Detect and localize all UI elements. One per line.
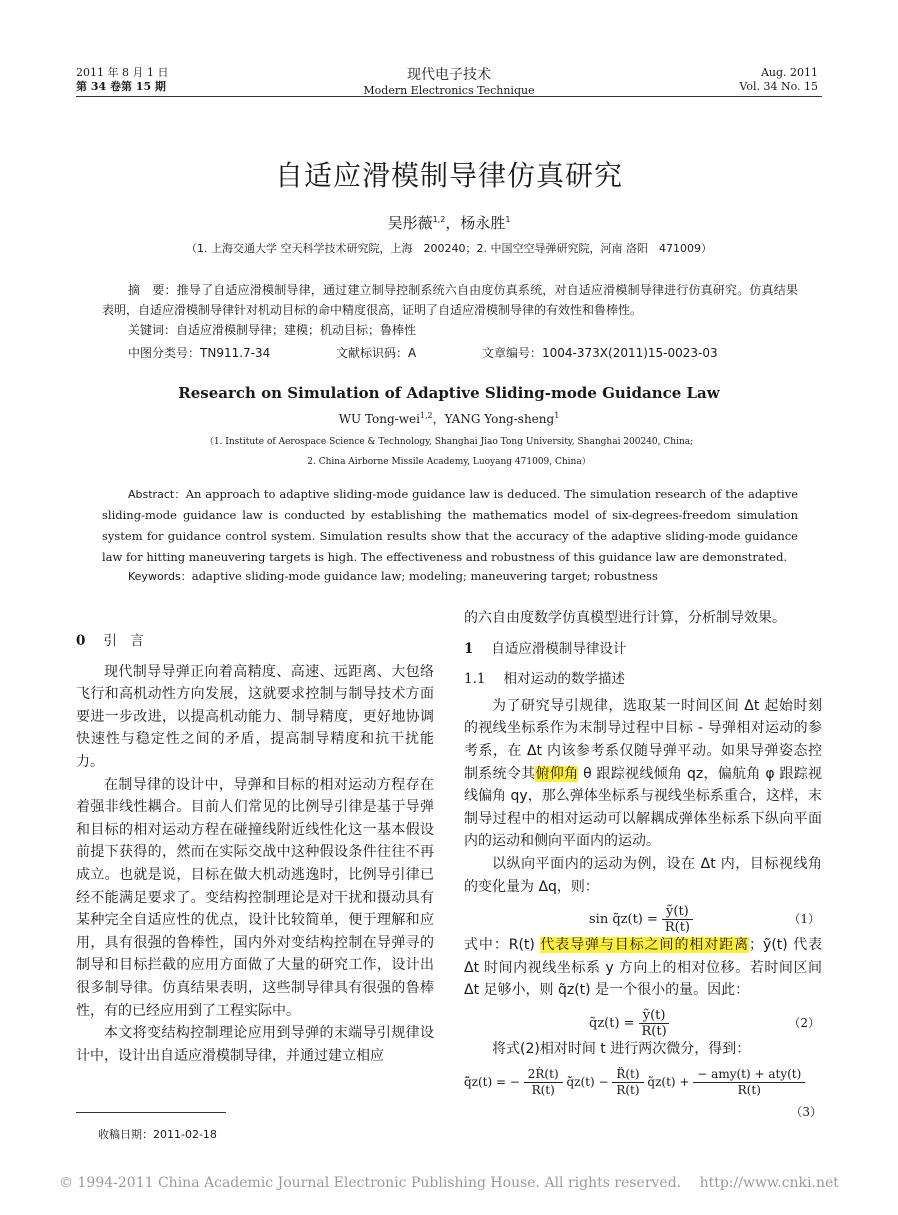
header-rule — [76, 96, 822, 97]
abstract-en — [102, 484, 798, 568]
eq1-denominator: R(t) — [664, 920, 690, 936]
section-1-1-heading — [464, 668, 822, 691]
longitudinal-paragraph: 以纵向平面内的运动为例，设在 Δt 内，目标视线角的变化量为 Δq，则： — [464, 855, 822, 895]
relative-motion-text-a: 为了研究导引规律，选取某一时间区间 Δt 起始时刻的视线坐标系作为末制导过程中目标 - 导弹相对运动的参考系，在 Δt 内该参考系仅随导弹平动。如果导弹姿态控制系统令其 — [464, 697, 822, 782]
intro-paragraph-3-cont: 的六自由度数学仿真模型进行计算，分析制导效果。 — [464, 610, 786, 626]
author-1-affil-en: 1,2 — [419, 411, 433, 420]
eq1-number: （1） — [788, 912, 820, 927]
header-date-en: Aug. 2011 — [760, 66, 818, 79]
section-1-heading — [464, 638, 822, 661]
eq2-numerator: ỹ(t) — [639, 1008, 670, 1024]
author-1-en: WU Tong-wei — [338, 412, 420, 426]
received-date-footnote: 收稿日期：2011-02-18 — [98, 1128, 217, 1141]
abstract-text-cn: 推导了自适应滑模制导律，通过建立制导控制系统六自由度仿真系统，对自适应滑模制导律进行仿真研究。仿真结果表明，自适应滑模制导律针对机动目标的命中精度很高，证明了自适应滑模制导律的有效性和鲁棒性。 — [102, 283, 798, 317]
eq3-frac3-num: − amy(t) + aty(t) — [693, 1067, 805, 1083]
paper-title-en: Research on Simulation of Adaptive Sliding-mode Guidance Law — [178, 384, 720, 402]
author-2-affil-cn: 1 — [505, 215, 511, 224]
right-column — [464, 607, 822, 1123]
authors-en: WU Tong-wei$^{1,2}$，YANG Yong-sheng$^1$ — [338, 411, 560, 426]
section-0-number: 0 — [76, 633, 86, 649]
author-2-affil-en: 1 — [554, 411, 560, 420]
clc-number — [128, 344, 270, 361]
section-1-number: 1 — [464, 640, 474, 657]
article-number — [482, 344, 718, 361]
affiliation-cn: （1. 上海交通大学 空天科学技术研究院，上海 200240；2. 中国空空导弹研究院，河南 洛阳 471009） — [186, 242, 712, 255]
journal-name-en: Modern Electronics Technique — [363, 84, 535, 97]
relative-motion-paragraph — [464, 695, 822, 853]
article-label: 文章编号： — [482, 346, 543, 360]
equation-1 — [464, 898, 822, 934]
abstract-text-en: An approach to adaptive sliding-mode guidance law is deduced. The simulation research of the adaptive sliding-mode guidance law is conducted by establishing the mathematics model of six-degrees-freedom simulation system for guidance control system. Simulation results show that the accuracy of the adaptive sliding-mode guidance law for hitting maneuvering targets is high. The effectiveness and robustness of this guidance law are demonstrated. — [102, 487, 798, 564]
affiliation-en — [0, 432, 898, 472]
keywords-cn — [128, 321, 416, 338]
eq3-term-a: q̃̈z(t) = − — [464, 1074, 520, 1089]
section-0-title: 引 言 — [103, 633, 144, 649]
left-column — [76, 622, 434, 1067]
highlight-pitch-angle: 俯仰角 — [535, 765, 579, 782]
authors-cn: 吴彤薇$^{1,2}$，杨永胜$^1$ — [387, 214, 511, 232]
eq3-number: （3） — [790, 1104, 822, 1119]
intro-paragraph-1: 现代制导导弹正向着高精度、高速、远距离、大包络飞行和高机动性方向发展，这就要求控制与制导技术方面要进一步改进，以提高机动能力、制导精度，更好地协调快速性与稳定性之间的矛盾，提高制导精度和抗干扰能力。 — [76, 663, 434, 770]
eq3-frac1-den: R(t) — [531, 1082, 555, 1097]
eq3-frac3-den: R(t) — [737, 1082, 761, 1097]
author-1-cn: 吴彤薇 — [387, 214, 433, 232]
intro-paragraph-2: 在制导律的设计中，导弹和目标的相对运动方程存在着强非线性耦合。目前人们常见的比例导引律是基于导弹和目标的相对运动方程在碰撞线附近线性化这一基本假设前提下获得的，然而在实际交战中这种假设条件往往不再成立。也就是说，目标在做大机动逃逸时，比例导引律已经不能满足要求了。变结构控制理论是对干扰和摄动具有某种完全自适应性的优点，设计比较简单，便于理解和应用，具有很强的鲁棒性，国内外对变结构控制在导弹寻的制导和目标拦截的应用方面做了大量的研究工作，设计出很多制导律。仿真结果表明，这些制导律具有很强的鲁棒性，有的已经应用到了工程实际中。 — [76, 776, 434, 1019]
keywords-text-en: adaptive sliding-mode guidance law; modeling; maneuvering target; robustness — [191, 569, 658, 583]
differentiate-paragraph: 将式(2)相对时间 t 进行两次微分，得到： — [492, 1040, 751, 1057]
intro-paragraph-3: 本文将变结构控制理论应用到导弹的末端导引规律设计中，设计出自适应滑模制导律，并通过建立相应 — [76, 1025, 434, 1064]
journal-name-cn: 现代电子技术 — [407, 67, 491, 83]
keywords-en — [128, 568, 658, 584]
keywords-label-cn: 关键词： — [128, 323, 177, 337]
section-1-1-number: 1.1 — [464, 671, 486, 688]
clc-value: TN911.7-34 — [200, 346, 271, 360]
where-text-b: ；ỹ(t) 代表 Δt 时间内视线坐标系 y 方向上的相对位移。若时间区间 Δt 足够小，则 q̃z(t) 是一个很小的量。因此： — [464, 937, 823, 999]
doc-label: 文献标识码： — [336, 346, 409, 360]
eq3-term-b: q̃̇z(t) − — [566, 1074, 609, 1089]
equation-2 — [464, 1002, 822, 1038]
eq3-frac2-num: R̈(t) — [612, 1067, 643, 1083]
highlight-relative-distance: 代表导弹与目标之间的相对距离 — [540, 937, 750, 954]
eq3-frac1-num: 2Ṙ(t) — [524, 1067, 563, 1083]
relative-motion-text-b: θ 跟踪视线倾角 qz，偏航角 φ 跟踪视线偏角 qy，那么弹体坐标系与视线坐标系重合，这样，末制导过程中的相对运动可以解耦成弹体坐标系下纵向平面内的运动和侧向平面内的运动。 — [464, 765, 822, 850]
eq1-lhs: sin q̃z(t) = — [589, 912, 658, 928]
eq2-denominator: R(t) — [641, 1023, 667, 1039]
equation-3 — [464, 1061, 822, 1101]
eq2-number: （2） — [788, 1015, 820, 1030]
eq3-term-c: q̃z(t) + — [647, 1074, 690, 1089]
footnote-rule — [76, 1112, 226, 1113]
eq3-frac2-den: R(t) — [616, 1082, 640, 1097]
abstract-cn — [102, 280, 798, 320]
author-2-en: YANG Yong-sheng — [444, 412, 555, 426]
paper-title-cn: 自适应滑模制导律仿真研究 — [274, 159, 623, 192]
copyright-notice: © 1994-2011 China Academic Journal Electronic Publishing House. All rights reserved. http://www.cnki.net — [59, 1175, 839, 1191]
section-1-title: 自适应滑模制导律设计 — [491, 640, 627, 657]
doc-value: A — [408, 346, 417, 360]
eq1-numerator: ỹ(t) — [662, 904, 693, 920]
section-0-heading — [76, 630, 434, 653]
header-date-volume-cn — [76, 66, 168, 94]
author-2-cn: 杨永胜 — [460, 214, 506, 232]
clc-label: 中图分类号： — [128, 346, 201, 360]
affiliation-en-line-2: 2. China Airborne Missile Academy, Luoyang 471009, China） — [307, 457, 591, 467]
document-code — [336, 344, 416, 361]
header-date-volume-en — [739, 66, 818, 94]
keywords-label-en: Keywords： — [128, 570, 192, 583]
header-volume-cn: 第 34 卷第 15 期 — [76, 80, 166, 93]
header-journal — [320, 64, 578, 97]
affiliation-en-line-1: （1. Institute of Aerospace Science & Technology, Shanghai Jiao Tong University, Shanghai 200240, China; — [204, 437, 694, 447]
where-paragraph — [464, 934, 822, 1002]
abstract-label-en: Abstract： — [128, 488, 186, 501]
header-date-cn: 2011 年 8 月 1 日 — [76, 66, 169, 79]
article-value: 1004-373X(2011)15-0023-03 — [542, 346, 718, 360]
abstract-label-cn: 摘 要： — [128, 283, 177, 297]
eq2-lhs: q̃z(t) = — [589, 1015, 635, 1031]
author-1-affil-cn: 1,2 — [432, 215, 446, 224]
header-volume-en: Vol. 34 No. 15 — [739, 80, 818, 93]
keywords-text-cn: 自适应滑模制导律；建模；机动目标；鲁棒性 — [176, 323, 417, 337]
section-1-1-title: 相对运动的数学描述 — [503, 671, 625, 688]
where-text-a: 式中：R(t) — [464, 937, 541, 954]
